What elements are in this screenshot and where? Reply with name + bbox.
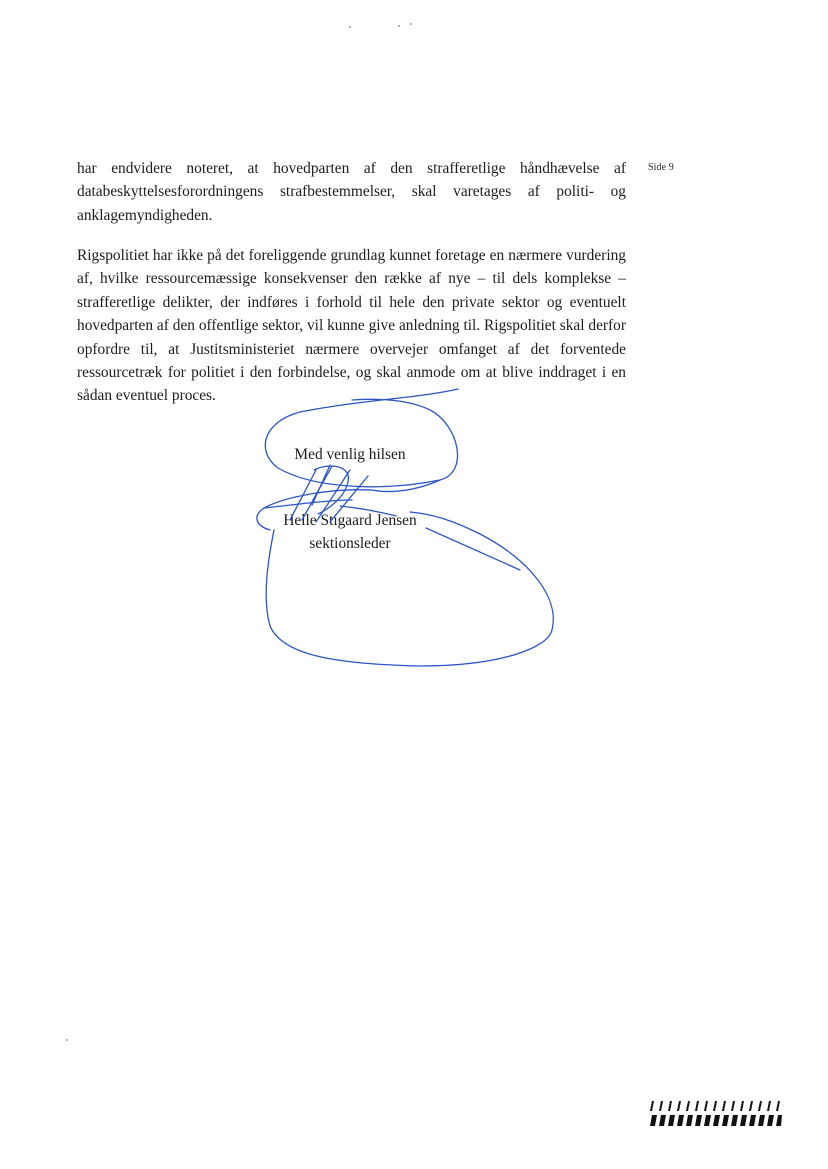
signatory-title: sektionsleder: [309, 535, 391, 552]
signatory-name: Helle Stigaard Jensen: [283, 512, 417, 529]
scan-speck: [66, 1039, 68, 1041]
scan-speck: [349, 26, 351, 28]
body-paragraph-2: Rigspolitiet har ikke på det foreliggende grundlag kunnet foretage en nærmere vurdering af, hvilke ressourcemæssige konsekvenser den række af nye – til dels komplekse – strafferetlige delikter, der indføres i forhold til hele den private sektor og eventuelt hovedparten af den offentlige sektor, vil kunne give anledning til. Rigspolitiet skal derfor opfordre til, at Justitsministeriet nærmere overvejer omfanget af det forventede ressourcetræk for politiet i den forbindelse, og skal anmode om at blive inddraget i en sådan eventuel proces.: [77, 247, 626, 405]
body-paragraph-1: har endvidere noteret, at hovedparten af den strafferetlige håndhævelse af databeskyttelsesforordningens strafbestemmelser, skal varetages af politi- og anklagemyndigheden.: [77, 160, 626, 224]
scan-speck: [410, 23, 412, 25]
scan-speck: [398, 25, 400, 27]
page-number: Side 9: [648, 162, 674, 173]
closing-greeting: Med venlig hilsen: [294, 446, 406, 463]
document-barcode: [650, 1101, 782, 1127]
